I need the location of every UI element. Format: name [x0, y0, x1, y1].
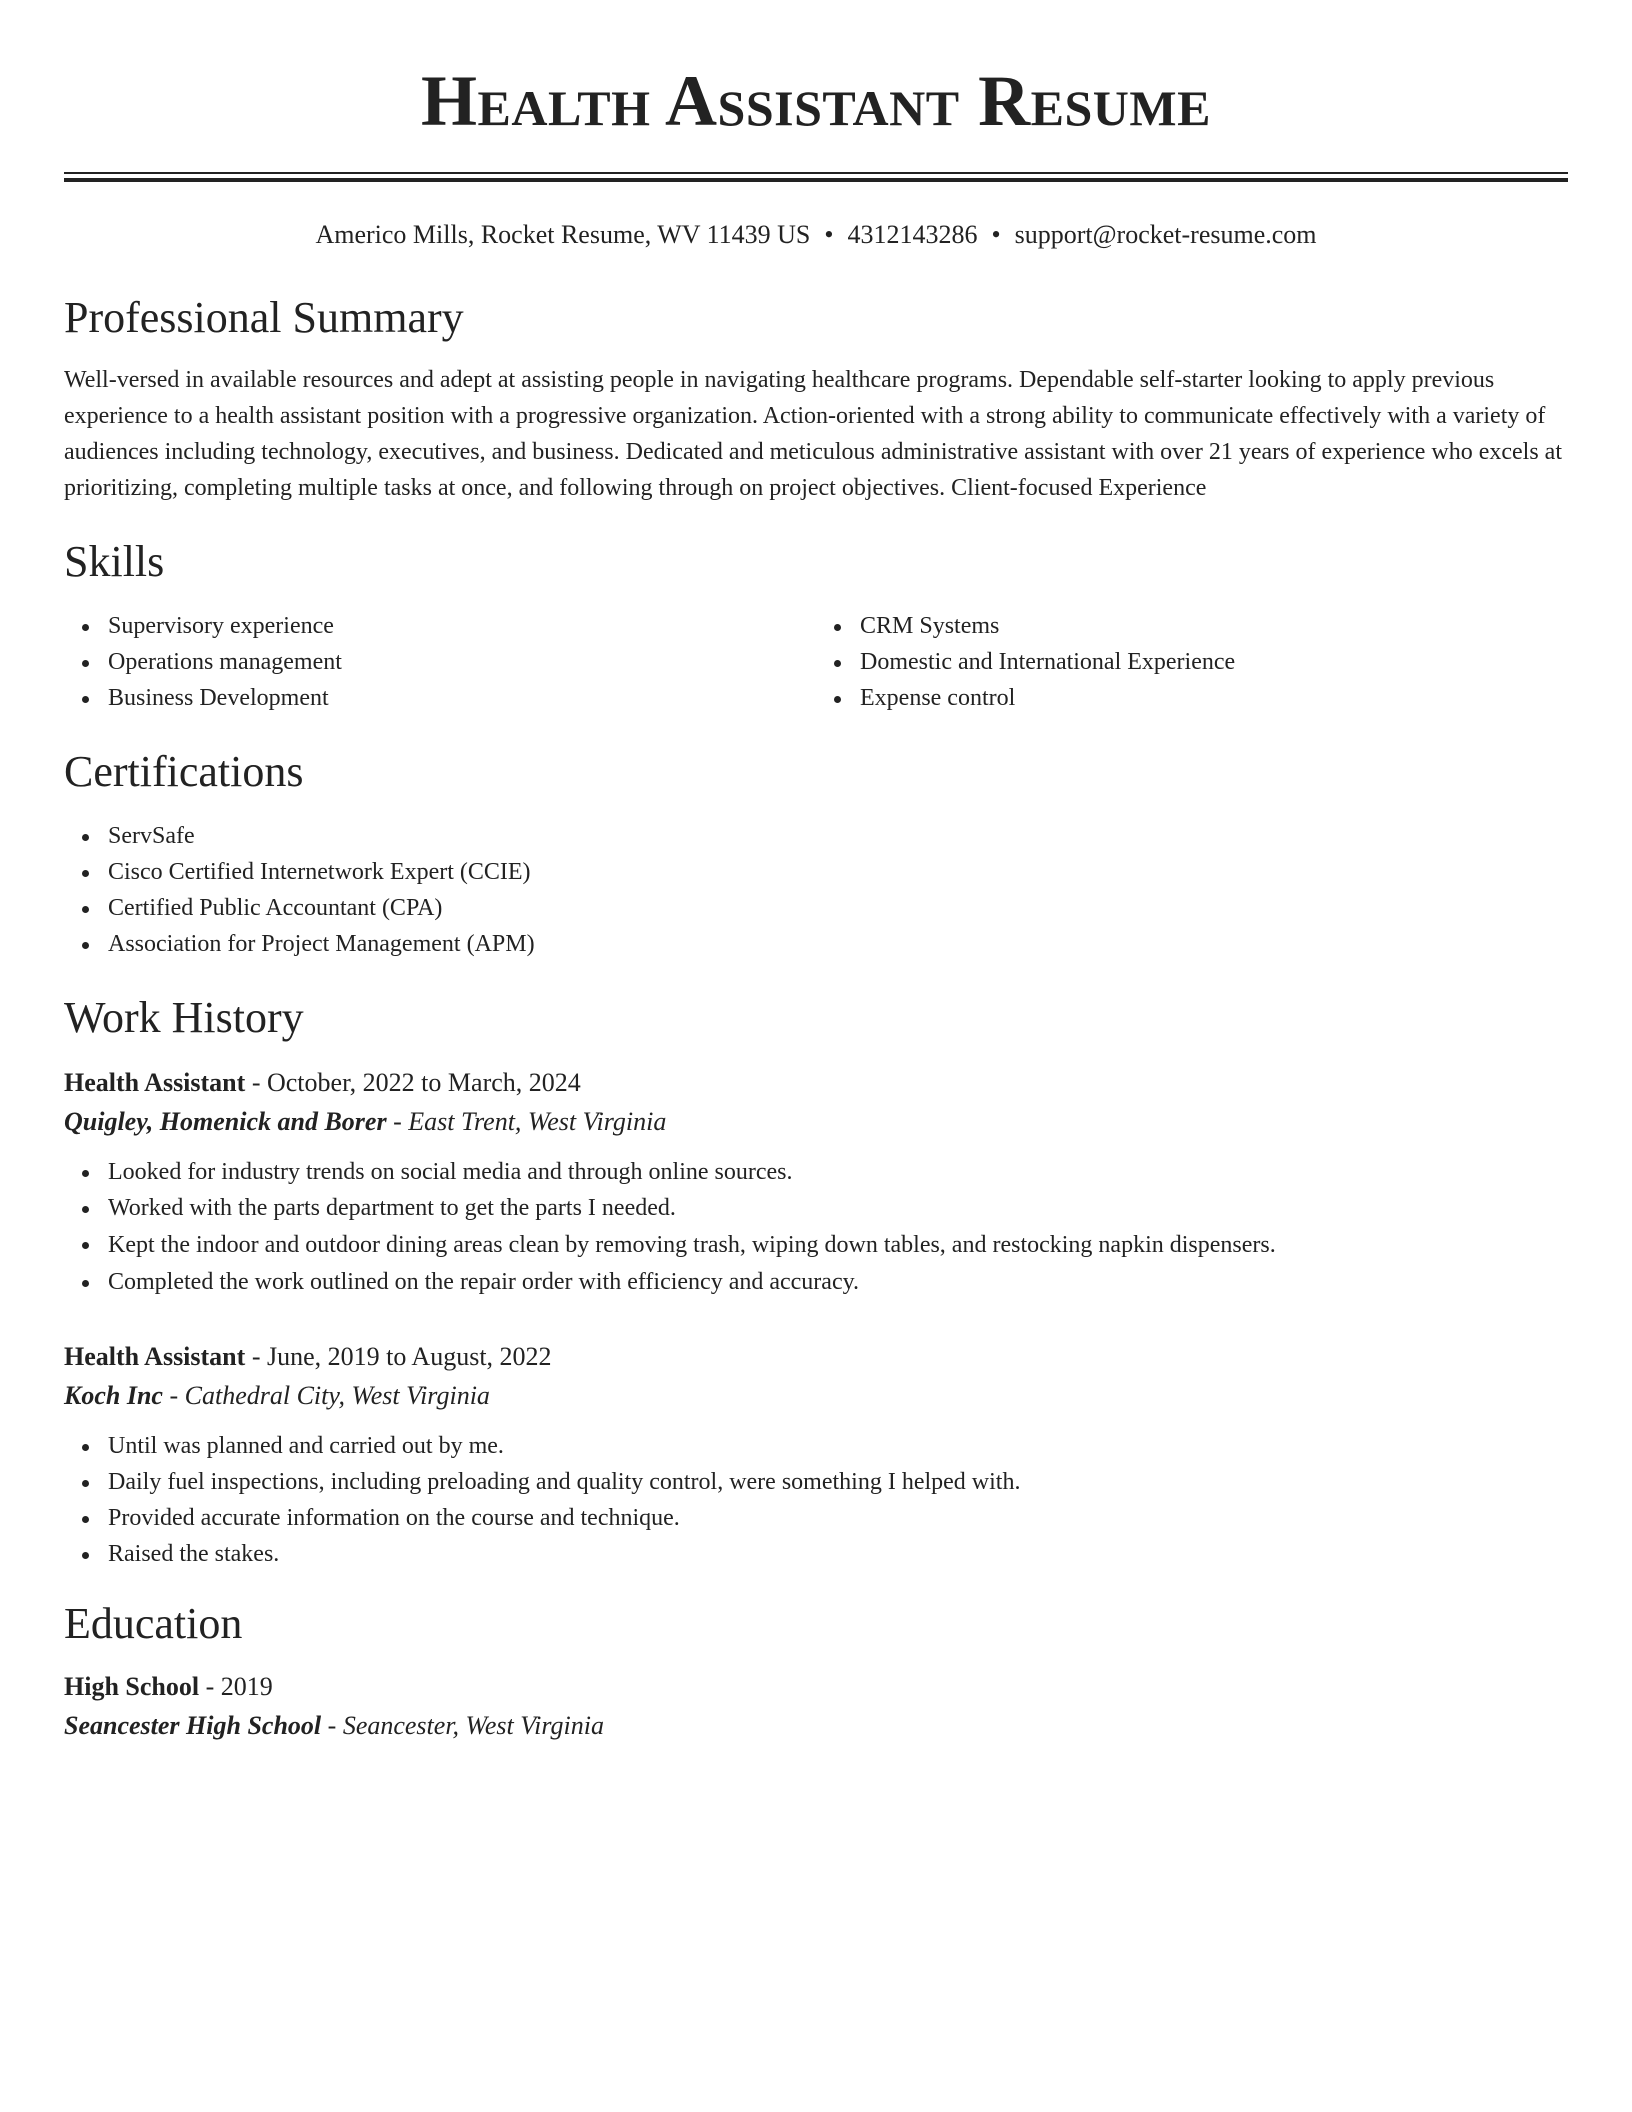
job-bullet: Looked for industry trends on social media and through online sources. — [64, 1154, 1568, 1190]
education-degree-line — [64, 1668, 1568, 1706]
dash: - — [245, 1068, 267, 1097]
contact-phone: 4312143286 — [847, 220, 978, 249]
job-title: Health Assistant — [64, 1342, 246, 1371]
job-location: Cathedral City, West Virginia — [184, 1381, 490, 1410]
job-bullet: Completed the work outlined on the repair order with efficiency and accuracy. — [64, 1264, 1568, 1300]
job-bullet: Until was planned and carried out by me. — [64, 1428, 1568, 1464]
education-heading: Education — [64, 1599, 243, 1648]
education-school-line — [64, 1706, 1568, 1746]
job-title: Health Assistant — [64, 1068, 246, 1097]
job-company: Quigley, Homenick and Borer — [64, 1107, 387, 1136]
skills-list-left — [64, 608, 816, 716]
contact-separator: • — [824, 220, 834, 249]
contact-separator: • — [991, 220, 1001, 249]
job-title-line — [64, 1338, 1568, 1376]
certifications-heading: Certifications — [64, 747, 304, 796]
job-bullets — [64, 1154, 1568, 1300]
certification-item: Certified Public Accountant (CPA) — [64, 890, 1568, 926]
certification-item: Cisco Certified Internetwork Expert (CCIE) — [64, 854, 1568, 890]
skill-item: CRM Systems — [816, 608, 1568, 644]
title-divider — [64, 172, 1568, 182]
skill-item: Operations management — [64, 644, 816, 680]
job-company-line — [64, 1376, 1568, 1416]
education-degree: High School — [64, 1672, 200, 1701]
resume-title: Health Assistant Resume — [421, 61, 1211, 141]
skill-item: Expense control — [816, 680, 1568, 716]
dash: - — [162, 1381, 185, 1410]
job-entry — [64, 1064, 1568, 1300]
certifications-list — [64, 818, 1568, 962]
skills-heading: Skills — [64, 537, 165, 586]
summary-text: Well-versed in available resources and adept at assisting people in navigating healthcare programs. Dependable self-starter looking to apply previous experience to a health assistant position with a progressive organization. Action-oriented with a strong ability to communicate effectively with a variety of audiences including technology, executives, and business. Dedicated and meticulous administrative assistant with over 21 years of experience who excels at prioritizing, completing multiple tasks at once, and following through on project objectives. Client-focused Experience — [64, 367, 1562, 501]
work-history-heading: Work History — [64, 993, 304, 1042]
dash: - — [245, 1342, 267, 1371]
certification-item: ServSafe — [64, 818, 1568, 854]
job-bullets — [64, 1428, 1568, 1572]
skills-column-left — [64, 608, 816, 716]
job-bullet: Provided accurate information on the course and technique. — [64, 1500, 1568, 1536]
job-company-line — [64, 1102, 1568, 1142]
dash: - — [321, 1711, 343, 1740]
skill-item: Supervisory experience — [64, 608, 816, 644]
job-bullet: Daily fuel inspections, including preloading and quality control, were something I helped with. — [64, 1464, 1568, 1500]
skills-list-right — [816, 608, 1568, 716]
contact-email: support@rocket-resume.com — [1014, 220, 1317, 249]
contact-line — [64, 218, 1568, 252]
education-year: 2019 — [220, 1672, 273, 1701]
job-bullet: Raised the stakes. — [64, 1536, 1568, 1572]
education-entry — [64, 1668, 1568, 1746]
job-dates: June, 2019 to August, 2022 — [266, 1342, 552, 1371]
education-school: Seancester High School — [64, 1711, 322, 1740]
skills-column-right — [816, 608, 1568, 716]
job-dates: October, 2022 to March, 2024 — [266, 1068, 581, 1097]
certification-item: Association for Project Management (APM) — [64, 926, 1568, 962]
education-location: Seancester, West Virginia — [342, 1711, 604, 1740]
skill-item: Business Development — [64, 680, 816, 716]
job-bullet: Kept the indoor and outdoor dining areas clean by removing trash, wiping down tables, and restocking napkin dispensers. — [64, 1226, 1568, 1264]
skills-grid — [64, 608, 1568, 716]
job-title-line — [64, 1064, 1568, 1102]
dash: - — [199, 1672, 221, 1701]
job-entry — [64, 1338, 1568, 1572]
summary-heading: Professional Summary — [64, 293, 464, 342]
dash: - — [386, 1107, 409, 1136]
skill-item: Domestic and International Experience — [816, 644, 1568, 680]
job-location: East Trent, West Virginia — [408, 1107, 667, 1136]
job-bullet: Worked with the parts department to get the parts I needed. — [64, 1190, 1568, 1226]
contact-address: Americo Mills, Rocket Resume, WV 11439 US — [315, 220, 811, 249]
job-company: Koch Inc — [64, 1381, 163, 1410]
